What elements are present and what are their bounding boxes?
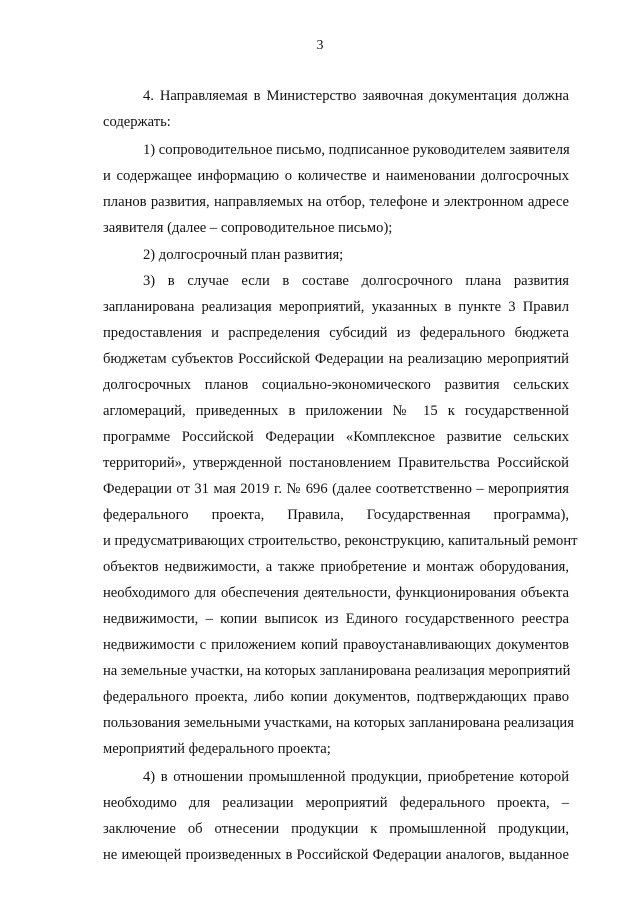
text-line: объектов недвижимости, а также приобретение и монтаж оборудования, (103, 559, 569, 575)
text-line: и предусматривающих строительство, реконструкцию, капитальный ремонт (103, 533, 578, 549)
text-line: 4. Направляемая в Министерство заявочная документация должна (143, 88, 569, 104)
text-line: долгосрочных планов социально-экономического развития сельских (103, 377, 569, 393)
text-line: предоставления и распределения субсидий из федерального бюджета (103, 325, 569, 341)
text-line: недвижимости с приложением копий правоустанавливающих документов (103, 637, 569, 653)
text-line: заключение об отнесении продукции к промышленной продукции, (103, 821, 569, 837)
text-line: программе Российской Федерации «Комплексное развитие сельских (103, 429, 569, 445)
text-line: 2) долгосрочный план развития; (143, 247, 344, 263)
text-line: на земельные участки, на которых запланирована реализация мероприятий (103, 663, 571, 679)
text-line: необходимо для реализации мероприятий федерального проекта, – (103, 795, 569, 811)
text-line: 4) в отношении промышленной продукции, приобретение которой (143, 769, 569, 785)
text-line: мероприятий федерального проекта; (103, 741, 331, 757)
text-line: необходимого для обеспечения деятельности, функционирования объекта (103, 585, 569, 601)
text-line: федерального проекта, либо копии документов, подтверждающих право (103, 689, 569, 705)
text-line: федерального проекта, Правила, Государственная программа), (103, 507, 569, 523)
text-line: не имеющей произведенных в Российской Федерации аналогов, выданное (103, 847, 569, 863)
text-line: содержать: (103, 114, 171, 130)
text-line: Федерации от 31 мая 2019 г. № 696 (далее соответственно – мероприятия (103, 481, 569, 497)
text-line: пользования земельными участками, на которых запланирована реализация (103, 715, 574, 731)
text-line: бюджетам субъектов Российской Федерации на реализацию мероприятий (103, 351, 569, 367)
text-line: территорий», утвержденной постановлением Правительства Российской (103, 455, 569, 471)
text-line: и содержащее информацию о количестве и наименовании долгосрочных (103, 168, 569, 184)
page-number: 3 (316, 38, 324, 53)
text-line: 3) в случае если в составе долгосрочного плана развития (143, 273, 569, 289)
text-line: планов развития, направляемых на отбор, телефоне и электронном адресе (103, 194, 569, 210)
text-line: запланирована реализация мероприятий, указанных в пункте 3 Правил (103, 299, 569, 315)
text-line: 1) сопроводительное письмо, подписанное руководителем заявителя (143, 142, 570, 158)
text-line: агломераций, приведенных в приложении № 15 к государственной (103, 403, 569, 419)
text-line: заявителя (далее – сопроводительное письмо); (103, 220, 393, 236)
text-line: недвижимости, – копии выписок из Единого государственного реестра (103, 611, 569, 627)
